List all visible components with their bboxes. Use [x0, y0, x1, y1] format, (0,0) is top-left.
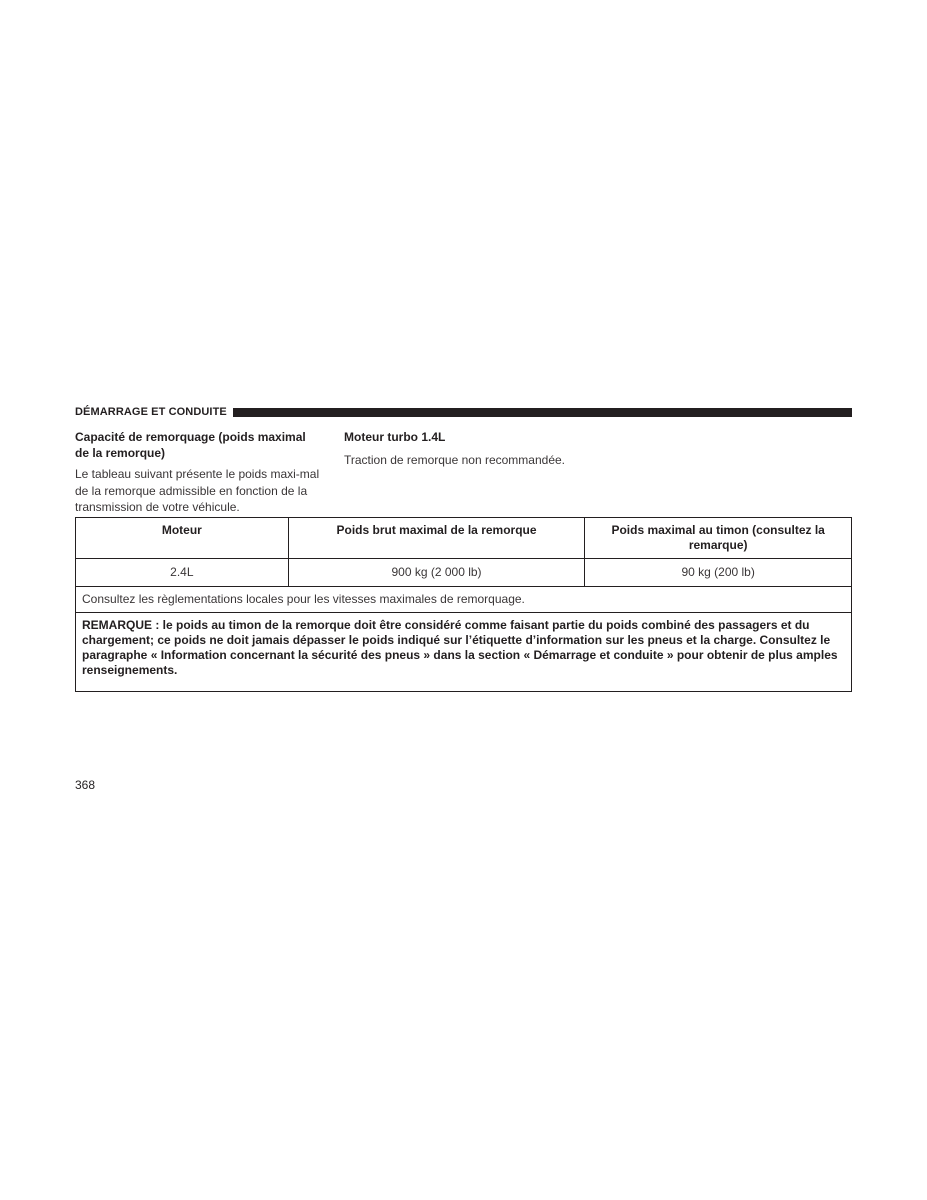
- section-header: [75, 405, 852, 419]
- towing-capacity-text: Le tableau suivant présente le poids maxi-mal de la remorque admissible en fonction de la transmission de votre véhicule.: [75, 467, 320, 514]
- table-note-row: [76, 587, 852, 613]
- table-header-row: [76, 518, 852, 559]
- section-header-bar: [233, 408, 852, 417]
- table-row: [76, 559, 852, 587]
- towing-table: [75, 517, 852, 692]
- cell-tongue-weight: 90 kg (200 lb): [585, 559, 852, 587]
- turbo-engine-heading: Moteur turbo 1.4L: [344, 430, 446, 444]
- header-tongue-weight: Poids maximal au timon (consultez la remarque): [585, 518, 852, 559]
- cell-gross-trailer-weight: 900 kg (2 000 lb): [288, 559, 585, 587]
- section-title: DÉMARRAGE ET CONDUITE: [75, 406, 227, 418]
- table-note: Consultez les règlementations locales pour les vitesses maximales de remorquage.: [76, 587, 852, 613]
- cell-engine: 2.4L: [76, 559, 289, 587]
- right-column: [344, 429, 634, 469]
- table-remark: REMARQUE : le poids au timon de la remorque doit être considéré comme faisant partie du poids combiné des passagers et du chargement; ce poids ne doit jamais dépasser le poids indiqué sur l’étiquette d’information sur les pneus et la charge. Consultez le paragraphe « Information concernant la sécurité des pneus » dans la section « Démarrage et conduite » pour obtenir de plus amples renseignements.: [76, 613, 852, 692]
- page-number: 368: [75, 778, 96, 792]
- towing-capacity-heading: Capacité de remorquage (poids maximal de la remorque): [75, 430, 306, 460]
- header-gross-trailer-weight: Poids brut maximal de la remorque: [288, 518, 585, 559]
- table-remark-row: [76, 613, 852, 692]
- left-column: [75, 429, 320, 516]
- turbo-engine-text: Traction de remorque non recommandée.: [344, 453, 566, 467]
- header-engine: Moteur: [76, 518, 289, 559]
